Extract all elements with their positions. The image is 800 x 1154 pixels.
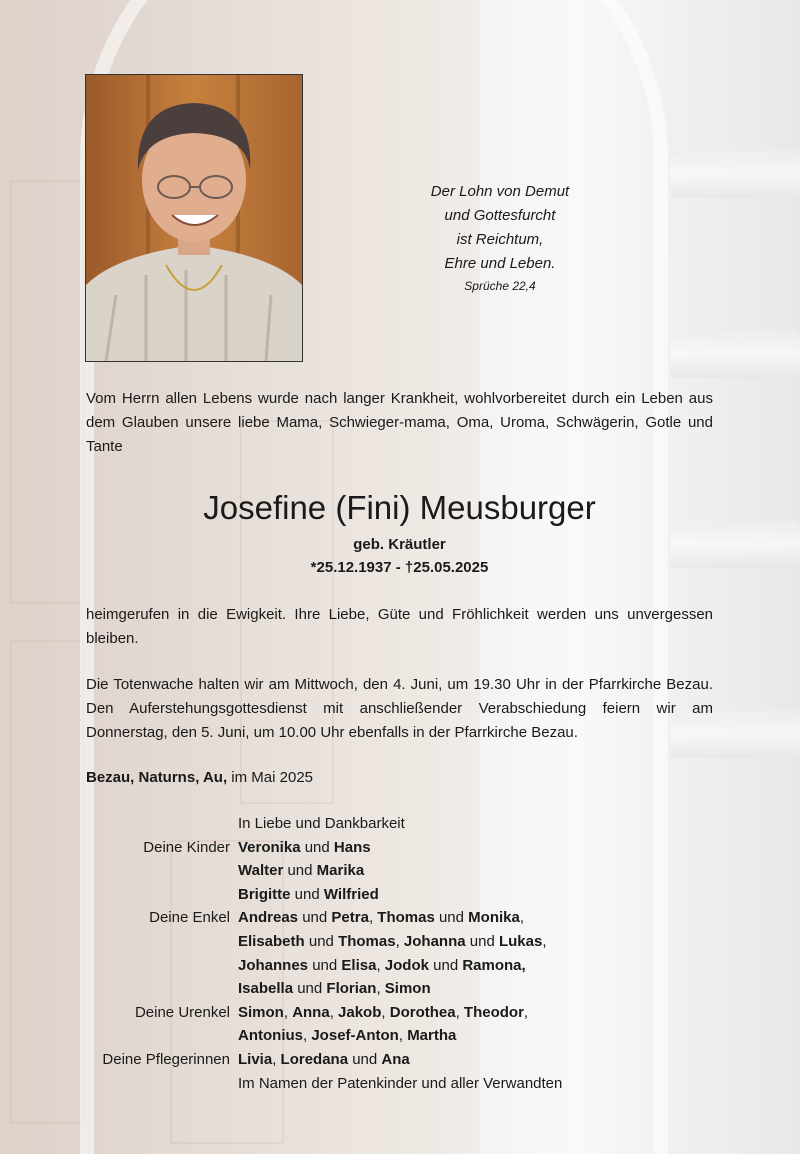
mourner-names <box>238 1024 456 1048</box>
connector: , <box>303 1027 312 1045</box>
paragraph-services: Die Totenwache halten wir am Mittwoch, den 4. Juni, um 19.30 Uhr in der Pfarrkirche Bezau. Den Auferstehungsgottesdienst mit anschließender Verabschiedung feiern wir am Donnerstag, den 5. Juni, um 10.00 Uhr ebenfalls in der Pfarrkirche Bezau. <box>86 676 713 741</box>
connector: , <box>381 1003 390 1021</box>
mourner-name: Anna <box>292 1003 330 1021</box>
connector: und <box>465 932 499 950</box>
place-date <box>86 766 713 790</box>
mourner-name: Martha <box>407 1027 457 1045</box>
mourner-name: Wilfried <box>323 885 379 903</box>
mourner-row <box>86 859 562 883</box>
date: im Mai 2025 <box>227 769 314 786</box>
mourner-names <box>238 930 547 954</box>
intro-text: Vom Herrn allen Lebens wurde nach langer Krankheit, wohlvorbereitet durch ein Leben aus dem Glauben unsere liebe Mama, Schwieger-mama, Oma, Uroma, Schwägerin, Gotle und Tante <box>86 390 713 455</box>
mourner-name: Isabella <box>238 980 294 998</box>
mourner-name: Simon <box>238 1003 284 1021</box>
connector: und <box>298 909 332 927</box>
mourner-group-label <box>86 859 238 883</box>
mourner-row <box>86 930 562 954</box>
connector: , <box>523 1003 529 1021</box>
mourner-row <box>86 954 562 978</box>
connector: , <box>519 909 525 927</box>
connector: und <box>293 980 327 998</box>
mourner-row <box>86 977 562 1001</box>
mourner-name: Florian <box>326 980 377 998</box>
mourner-row <box>86 883 562 907</box>
mourner-name: Thomas <box>377 909 435 927</box>
mourner-name: Theodor <box>463 1003 524 1021</box>
mourner-name: Elisabeth <box>238 932 305 950</box>
connector: , <box>395 932 404 950</box>
connector: , <box>368 909 378 927</box>
connector: und <box>304 932 339 950</box>
mourner-name: Dorothea <box>389 1003 456 1021</box>
closing-row <box>86 1072 562 1096</box>
mourner-name: Josef-Anton <box>311 1027 399 1045</box>
mourner-names <box>238 906 524 930</box>
connector: und <box>428 956 463 974</box>
mourner-name: Lukas <box>498 932 543 950</box>
row-label <box>86 1072 238 1096</box>
connector: und <box>348 1050 382 1068</box>
mourner-row <box>86 1024 562 1048</box>
connector: , <box>542 932 547 950</box>
connector: und <box>300 838 334 856</box>
connector: , <box>398 1027 408 1045</box>
mourner-group-label: Deine Urenkel <box>134 1003 230 1021</box>
birth-name: geb. Kräutler <box>353 536 446 553</box>
mourner-names <box>238 883 379 907</box>
mourner-row <box>86 1001 562 1025</box>
mourner-name: Petra <box>331 909 369 927</box>
mourner-name: Marika <box>316 862 365 880</box>
connector: , <box>272 1050 281 1068</box>
mourner-name: Andreas <box>238 909 299 927</box>
mourner-name: Brigitte <box>238 885 291 903</box>
mourner-row <box>86 906 562 930</box>
connector: und <box>290 885 324 903</box>
connector: , <box>329 1003 339 1021</box>
mourner-group-label: Deine Enkel <box>149 909 230 927</box>
connector: , <box>376 956 385 974</box>
mourner-names <box>238 954 526 978</box>
quote-line: Der Lohn von Demut <box>430 183 570 200</box>
mourners-heading-row <box>86 812 562 836</box>
quote-line: ist Reichtum, <box>456 231 544 248</box>
mourner-name: Elisa <box>341 956 377 974</box>
closing-line: Im Namen der Patenkinder und aller Verwandten <box>238 1074 563 1092</box>
mourner-row <box>86 836 562 860</box>
places: Bezau, Naturns, Au, <box>86 769 228 786</box>
mourner-name: Thomas <box>338 932 396 950</box>
mourner-group-label <box>86 977 238 1001</box>
quote-line: und Gottesfurcht <box>444 207 556 224</box>
connector: und <box>283 862 317 880</box>
quote-line: Ehre und Leben. <box>444 255 556 272</box>
mourner-names <box>238 859 364 883</box>
connector: und <box>434 909 469 927</box>
mourner-group-label <box>86 930 238 954</box>
mourner-name: Livia <box>238 1050 273 1068</box>
connector: und <box>308 956 342 974</box>
mourner-name: Ana <box>381 1050 410 1068</box>
mourner-name: Jodok <box>384 956 429 974</box>
mourner-name: Loredana <box>280 1050 349 1068</box>
mourner-name: Antonius <box>238 1027 303 1045</box>
mourner-name: Johannes <box>238 956 309 974</box>
connector: , <box>455 1003 464 1021</box>
mourner-group-label <box>86 1024 238 1048</box>
mourners-list <box>86 812 562 1095</box>
mourner-group-label <box>86 954 238 978</box>
portrait-photo <box>85 74 303 362</box>
connector: , <box>376 980 385 998</box>
mourner-names <box>238 1001 528 1025</box>
paragraph-remembrance: heimgerufen in die Ewigkeit. Ihre Liebe, Güte und Fröhlichkeit werden uns unvergessen bleiben. <box>86 606 713 647</box>
mourner-name: Simon <box>384 980 431 998</box>
mourner-group-label <box>86 883 238 907</box>
mourner-name: Hans <box>333 838 371 856</box>
deceased-name: Josefine (Fini) Meusburger <box>203 489 596 526</box>
mourners-heading: In Liebe und Dankbarkeit <box>238 815 405 832</box>
mourner-group-label: Deine Pflegerinnen <box>102 1050 230 1068</box>
connector: , <box>283 1003 293 1021</box>
bible-quote <box>420 180 580 296</box>
mourner-group-label: Deine Kinder <box>143 838 230 856</box>
mourner-name: Johanna <box>403 932 466 950</box>
mourner-name: Veronika <box>238 838 301 856</box>
mourner-names <box>238 1048 410 1072</box>
quote-reference: Sprüche 22,4 <box>464 279 536 293</box>
mourner-name: Walter <box>238 862 284 880</box>
mourner-name: Jakob <box>338 1003 382 1021</box>
mourner-names <box>238 977 431 1001</box>
life-dates: *25.12.1937 - †25.05.2025 <box>310 559 489 576</box>
row-label <box>86 812 238 836</box>
mourner-name: Monika <box>468 909 520 927</box>
mourner-name: Ramona, <box>462 956 526 974</box>
mourner-row <box>86 1048 562 1072</box>
mourner-names <box>238 836 371 860</box>
